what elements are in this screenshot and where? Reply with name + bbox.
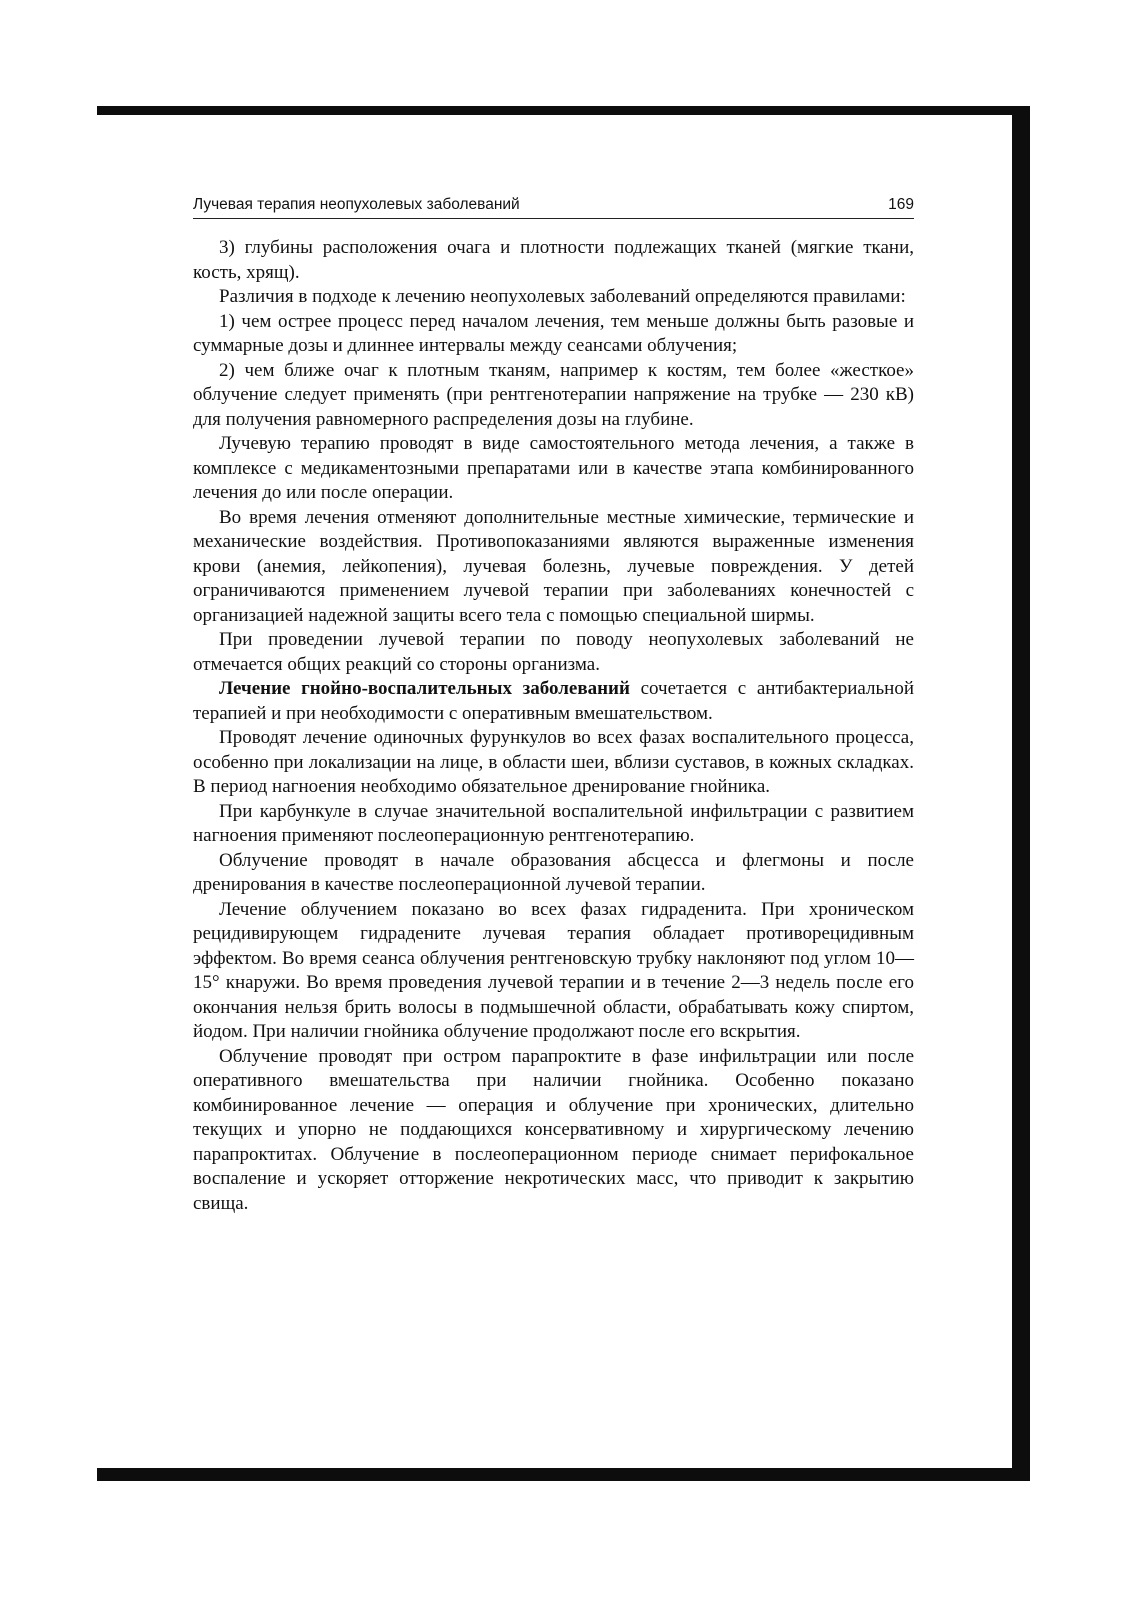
header-rule xyxy=(193,218,914,219)
paragraph: Облучение проводят при остром парапроктите в фазе инфильтрации или после оперативного вмешательства при наличии гнойника. Особенно показано комбинированное лечение — операция и облучение при хронических, длительно текущих и упорно не поддающихся консервативному и хирургическому лечению парапроктитах. Облучение в послеоперационном периоде снимает перифокальное воспаление и ускоряет отторжение некротических масс, что приводит к закрытию свища. xyxy=(193,1045,914,1214)
scan-border-top xyxy=(97,106,1030,115)
page-header xyxy=(193,196,914,214)
paragraph: 3) глубины расположения очага и плотности подлежащих тканей (мягкие ткани, кость, хрящ). xyxy=(193,237,914,283)
section-lead: Лечение гнойно-воспалительных заболеваний xyxy=(219,678,630,699)
page-number: 169 xyxy=(888,196,914,213)
paragraph: 1) чем острее процесс перед началом лечения, тем меньше должны быть разовые и суммарные дозы и длиннее интервалы между сеансами облучения; xyxy=(193,310,914,356)
paragraph: При карбункуле в случае значительной воспалительной инфильтрации с развитием нагноения применяют послеоперационную рентгенотерапию. xyxy=(193,800,914,846)
running-title: Лучевая терапия неопухолевых заболеваний xyxy=(193,196,520,213)
paragraph: При проведении лучевой терапии по поводу неопухолевых заболеваний не отмечается общих реакций со стороны организма. xyxy=(193,629,914,675)
paragraph: Лечение облучением показано во всех фазах гидраденита. При хроническом рецидивирующем гидрадените лучевая терапия обладает противорецидивным эффектом. Во время сеанса облучения рентгеновскую трубку наклоняют под углом 10—15° кнаружи. Во время проведения лучевой терапии и в течение 2—3 недель после его окончания нельзя брить волосы в подмышечной области, обрабатывать кожу спиртом, йодом. При наличии гнойника облучение продолжают после его вскрытия. xyxy=(193,898,914,1042)
scan-border-bottom xyxy=(97,1468,1030,1481)
paragraph: Лечение гнойно-воспалительных заболеваний сочетается с антибактериальной терапией и при необходимости с оперативным вмешательством. xyxy=(193,678,914,724)
scan-border-right xyxy=(1012,106,1030,1481)
page-body xyxy=(193,236,914,1216)
paragraph: Лучевую терапию проводят в виде самостоятельного метода лечения, а также в комплексе с медикаментозными препаратами или в качестве этапа комбинированного лечения до или после операции. xyxy=(193,433,914,503)
paragraph: Во время лечения отменяют дополнительные местные химические, термические и механические воздействия. Противопоказаниями являются выраженные изменения крови (анемия, лейкопения), лучевая болезнь, лучевые повреждения. У детей ограничиваются применением лучевой терапии при заболеваниях конечностей с организацией надежной защиты всего тела с помощью специальной ширмы. xyxy=(193,506,914,626)
paragraph: Проводят лечение одиночных фурункулов во всех фазах воспалительного процесса, особенно при локализации на лице, в области шеи, вблизи суставов, в кожных складках. В период нагноения необходимо обязательное дренирование гнойника. xyxy=(193,727,914,797)
paragraph: Различия в подходе к лечению неопухолевых заболеваний определяются правилами: xyxy=(219,286,906,307)
paragraph: Облучение проводят в начале образования абсцесса и флегмоны и после дренирования в качестве послеоперационной лучевой терапии. xyxy=(193,849,914,895)
paragraph: 2) чем ближе очаг к плотным тканям, например к костям, тем более «жесткое» облучение следует применять (при рентгенотерапии напряжение на трубке — 230 кВ) для получения равномерного распределения дозы на глубине. xyxy=(193,359,914,430)
